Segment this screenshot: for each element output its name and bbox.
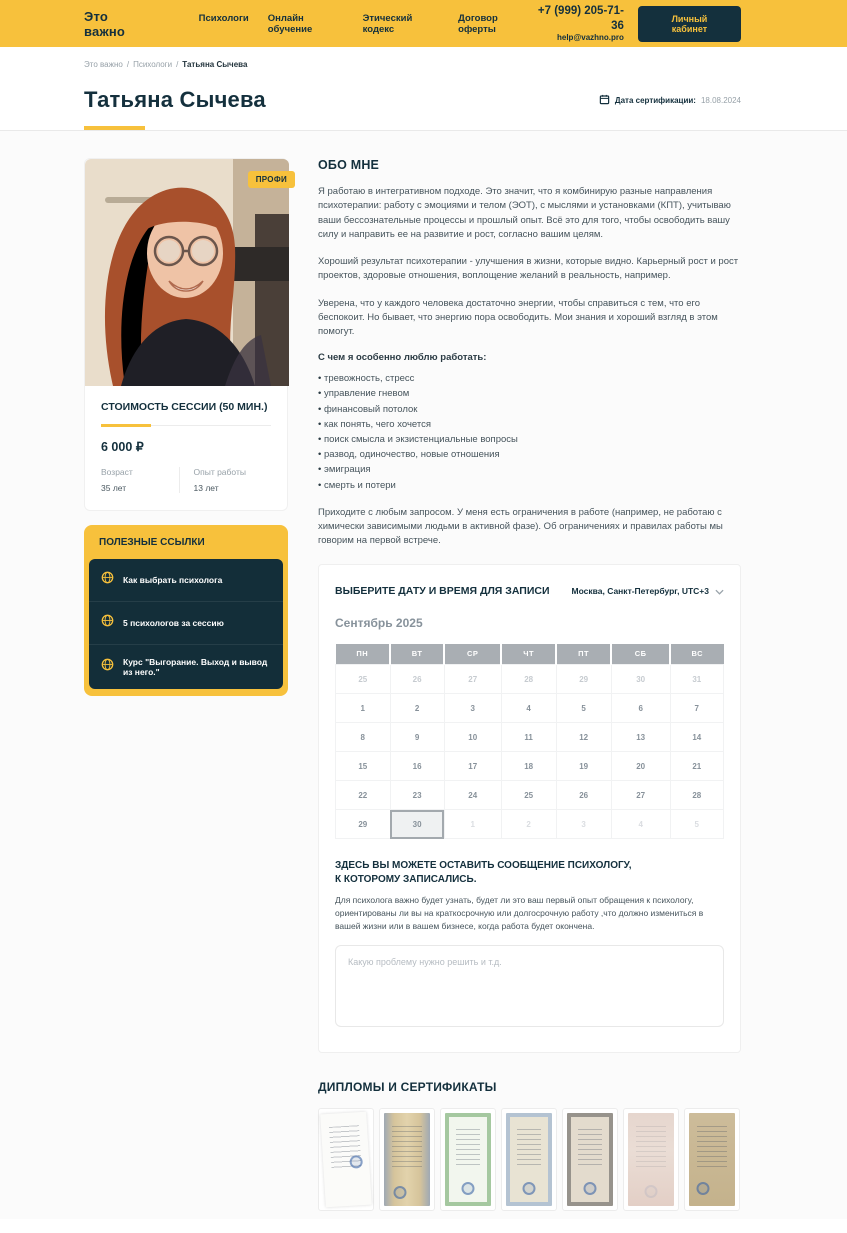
stamp-icon xyxy=(394,1186,407,1199)
certificates-row xyxy=(318,1108,741,1219)
useful-link-label: 5 психологов за сессию xyxy=(123,618,224,628)
globe-icon xyxy=(101,614,114,632)
about-list-item: • эмиграция xyxy=(318,462,741,477)
useful-links-list xyxy=(89,559,283,689)
pro-badge: ПРОФИ xyxy=(248,171,295,188)
about-paragraphs xyxy=(318,185,741,339)
calendar-day-15[interactable]: 15 xyxy=(336,752,391,781)
calendar-day-6[interactable]: 6 xyxy=(611,694,670,723)
certificate-thumbnail-5[interactable] xyxy=(562,1108,618,1211)
price-value: 6 000 ₽ xyxy=(101,440,144,454)
phone-number[interactable]: +7 (999) 205-71-36 xyxy=(537,5,624,32)
certificate-image xyxy=(320,1112,372,1208)
nav-item-1[interactable]: Психологи xyxy=(198,12,249,24)
certificate-image xyxy=(384,1113,430,1206)
calendar-day-28: 28 xyxy=(501,665,556,694)
calendar-day-1[interactable]: 1 xyxy=(336,694,391,723)
calendar-day-2[interactable]: 2 xyxy=(390,694,444,723)
calendar-day-21[interactable]: 21 xyxy=(670,752,723,781)
message-title: ЗДЕСЬ ВЫ МОЖЕТЕ ОСТАВИТЬ СООБЩЕНИЕ ПСИХОЛОГУ, К КОТОРОМУ ЗАПИСАЛИСЬ. xyxy=(335,860,632,885)
experience-label: Опыт работы xyxy=(193,467,246,477)
weekday-header: ПН xyxy=(336,644,391,665)
calendar-day-13[interactable]: 13 xyxy=(611,723,670,752)
useful-link-3[interactable] xyxy=(89,645,283,689)
message-description: Для психолога важно будет узнать, будет ли это ваш первый опыт обращения к психологу, ориентированы ли вы на краткосрочную или долгосрочную работу ,что должно измениться в вашей жизни или в вашем бизнесе, когда работа будет окончена. xyxy=(335,895,704,931)
about-list xyxy=(318,371,741,493)
calendar-day-30[interactable]: 30 xyxy=(390,810,444,839)
title-section xyxy=(0,47,847,131)
weekday-header: СБ xyxy=(611,644,670,665)
calendar-day-19[interactable]: 19 xyxy=(556,752,611,781)
calendar-day-25: 25 xyxy=(336,665,391,694)
calendar-day-24[interactable]: 24 xyxy=(444,781,501,810)
certificate-image xyxy=(445,1113,491,1206)
weekday-header: ЧТ xyxy=(501,644,556,665)
breadcrumb-separator: / xyxy=(176,60,179,69)
calendar-day-28[interactable]: 28 xyxy=(670,781,723,810)
certificate-thumbnail-3[interactable] xyxy=(440,1108,496,1211)
calendar-day-11[interactable]: 11 xyxy=(501,723,556,752)
booking-title: ВЫБЕРИТЕ ДАТУ И ВРЕМЯ ДЛЯ ЗАПИСИ xyxy=(335,584,550,597)
calendar-day-14[interactable]: 14 xyxy=(670,723,723,752)
globe-icon xyxy=(101,571,114,589)
certificate-thumbnail-2[interactable] xyxy=(379,1108,435,1211)
age-stat xyxy=(101,467,179,493)
calendar-day-2: 2 xyxy=(501,810,556,839)
profile-photo xyxy=(85,159,287,386)
email-link[interactable]: help@vazhno.pro xyxy=(557,32,624,42)
timezone-select[interactable] xyxy=(572,582,725,600)
useful-link-label: Курс "Выгорание. Выход и вывод из него." xyxy=(123,657,268,677)
calendar-day-29: 29 xyxy=(556,665,611,694)
weekday-header: ВТ xyxy=(390,644,444,665)
breadcrumb-item-3: Татьяна Сычева xyxy=(182,60,248,69)
stamp-icon xyxy=(523,1182,536,1195)
certificate-thumbnail-7[interactable] xyxy=(684,1108,740,1211)
about-list-item: • как понять, чего хочется xyxy=(318,417,741,432)
age-value: 35 лет xyxy=(101,483,127,493)
calendar-day-4: 4 xyxy=(611,810,670,839)
experience-stat xyxy=(179,467,272,493)
calendar-day-29[interactable]: 29 xyxy=(336,810,391,839)
calendar-day-3: 3 xyxy=(556,810,611,839)
certificate-image xyxy=(567,1113,613,1206)
about-section xyxy=(318,158,741,549)
calendar-day-17[interactable]: 17 xyxy=(444,752,501,781)
about-list-item: • развод, одиночество, новые отношения xyxy=(318,447,741,462)
calendar-weekday-row xyxy=(336,644,724,665)
calendar-day-31: 31 xyxy=(670,665,723,694)
nav-item-3[interactable]: Этический кодекс xyxy=(362,12,413,35)
certificate-image xyxy=(689,1113,735,1206)
about-list-item: • управление гневом xyxy=(318,386,741,401)
price-card xyxy=(85,386,287,510)
useful-link-1[interactable] xyxy=(89,559,283,602)
about-list-item: • смерть и потери xyxy=(318,478,741,493)
certification-value: 18.08.2024 xyxy=(700,95,741,105)
timezone-value: Москва, Санкт-Петербург, UTC+3 xyxy=(571,585,709,596)
calendar-icon xyxy=(599,94,610,107)
calendar-body xyxy=(336,665,724,839)
calendar-day-12[interactable]: 12 xyxy=(556,723,611,752)
calendar-month-label: Сентябрь 2025 xyxy=(335,615,423,630)
calendar-day-20[interactable]: 20 xyxy=(611,752,670,781)
message-textarea[interactable] xyxy=(335,945,724,1027)
certificate-thumbnail-1[interactable] xyxy=(318,1108,374,1211)
about-paragraph: Уверена, что у каждого человека достаточно энергии, чтобы справиться с тем, что его беспокоит. Но бывает, что энергию пора освободить. Мои знания и хороший взгляд в этом помогут. xyxy=(318,297,718,337)
calendar-day-18[interactable]: 18 xyxy=(501,752,556,781)
experience-value: 13 лет xyxy=(193,483,219,493)
nav-item-4[interactable]: Договор оферты xyxy=(458,12,498,35)
calendar-day-8[interactable]: 8 xyxy=(336,723,391,752)
main-nav xyxy=(199,13,531,35)
calendar-day-27[interactable]: 27 xyxy=(611,781,670,810)
calendar-day-22[interactable]: 22 xyxy=(336,781,391,810)
weekday-header: ПТ xyxy=(556,644,611,665)
certificate-image xyxy=(628,1113,674,1206)
stamp-icon xyxy=(584,1182,597,1195)
age-label: Возраст xyxy=(101,467,133,477)
calendar-day-7[interactable]: 7 xyxy=(670,694,723,723)
header-contacts xyxy=(531,4,624,43)
booking-card xyxy=(318,564,741,1054)
breadcrumb-separator: / xyxy=(126,60,130,69)
about-list-item: • тревожность, стресс xyxy=(318,371,741,386)
calendar-day-3[interactable]: 3 xyxy=(444,694,501,723)
calendar-day-5[interactable]: 5 xyxy=(556,694,611,723)
nav-item-2[interactable]: Онлайн обучение xyxy=(267,12,313,35)
profile-card xyxy=(84,158,288,511)
useful-link-2[interactable] xyxy=(89,602,283,645)
calendar-day-30: 30 xyxy=(611,665,670,694)
about-list-title: С чем я особенно люблю работать: xyxy=(318,352,487,364)
top-header xyxy=(0,0,847,47)
certification-label: Дата сертификации: xyxy=(614,95,696,105)
calendar-day-4[interactable]: 4 xyxy=(501,694,556,723)
calendar xyxy=(335,644,724,840)
stamp-icon xyxy=(696,1182,709,1195)
footer-strip xyxy=(0,1219,847,1233)
about-title: ОБО МНЕ xyxy=(318,158,380,172)
calendar-day-23[interactable]: 23 xyxy=(390,781,444,810)
breadcrumb xyxy=(84,60,741,69)
page-title: Татьяна Сычева xyxy=(84,87,266,112)
stamp-icon xyxy=(462,1182,475,1195)
calendar-day-27: 27 xyxy=(444,665,501,694)
weekday-header: ВС xyxy=(670,644,723,665)
price-divider xyxy=(101,424,271,426)
price-title: СТОИМОСТЬ СЕССИИ (50 МИН.) xyxy=(101,401,268,413)
stamp-icon xyxy=(645,1185,658,1198)
globe-icon xyxy=(101,658,114,676)
calendar-day-26: 26 xyxy=(390,665,444,694)
calendar-day-16[interactable]: 16 xyxy=(390,752,444,781)
calendar-day-10[interactable]: 10 xyxy=(444,723,501,752)
calendar-day-25[interactable]: 25 xyxy=(501,781,556,810)
certificate-thumbnail-6[interactable] xyxy=(623,1108,679,1211)
weekday-header: СР xyxy=(444,644,501,665)
useful-links-title: ПОЛЕЗНЫЕ ССЫЛКИ xyxy=(99,537,205,548)
main-content xyxy=(0,131,847,1233)
certificates-title: ДИПЛОМЫ И СЕРТИФИКАТЫ xyxy=(318,1080,497,1095)
calendar-day-1: 1 xyxy=(444,810,501,839)
calendar-day-26[interactable]: 26 xyxy=(556,781,611,810)
certificate-thumbnail-4[interactable] xyxy=(501,1108,557,1211)
site-logo[interactable]: Это важно xyxy=(84,8,126,39)
about-list-item: • поиск смысла и экзистенциальные вопросы xyxy=(318,432,741,447)
useful-links-panel xyxy=(84,525,288,696)
breadcrumb-item-2[interactable]: Психологи xyxy=(133,60,173,69)
calendar-day-5: 5 xyxy=(670,810,723,839)
calendar-day-9[interactable]: 9 xyxy=(390,723,444,752)
breadcrumb-item-1[interactable]: Это важно xyxy=(84,60,123,69)
about-paragraph: Я работаю в интегративном подходе. Это значит, что я комбинирую разные направления психотерапии: работу с эмоциями и телом (ЭОТ), с мыслями и установками (КПТ), учитываю ваши бессознательные процессы и прошлый опыт. Всё это для того, чтобы освободить вашу силу и направить ее на развитие и рост, согласно вашим целям. xyxy=(318,186,731,240)
about-paragraph: Хороший результат психотерапии - улучшения в жизни, которые видно. Карьерный рост и рост проектов, здоровые отношения, воплощение желаний в реальность, например. xyxy=(318,256,739,282)
title-accent-bar xyxy=(84,126,145,130)
certificate-image xyxy=(506,1113,552,1206)
about-closing: Приходите с любым запросом. У меня есть ограничения в работе (например, не работаю с химически зависимыми людьми в активной фазе). Об ограничениях и правилах работы мы говорим на первой встрече. xyxy=(318,506,723,547)
certification-date xyxy=(599,94,741,107)
chevron-down-icon xyxy=(715,582,724,600)
about-list-item: • финансовый потолок xyxy=(318,402,741,417)
account-button[interactable]: Личный кабинет xyxy=(638,6,741,42)
useful-link-label: Как выбрать психолога xyxy=(123,575,223,585)
